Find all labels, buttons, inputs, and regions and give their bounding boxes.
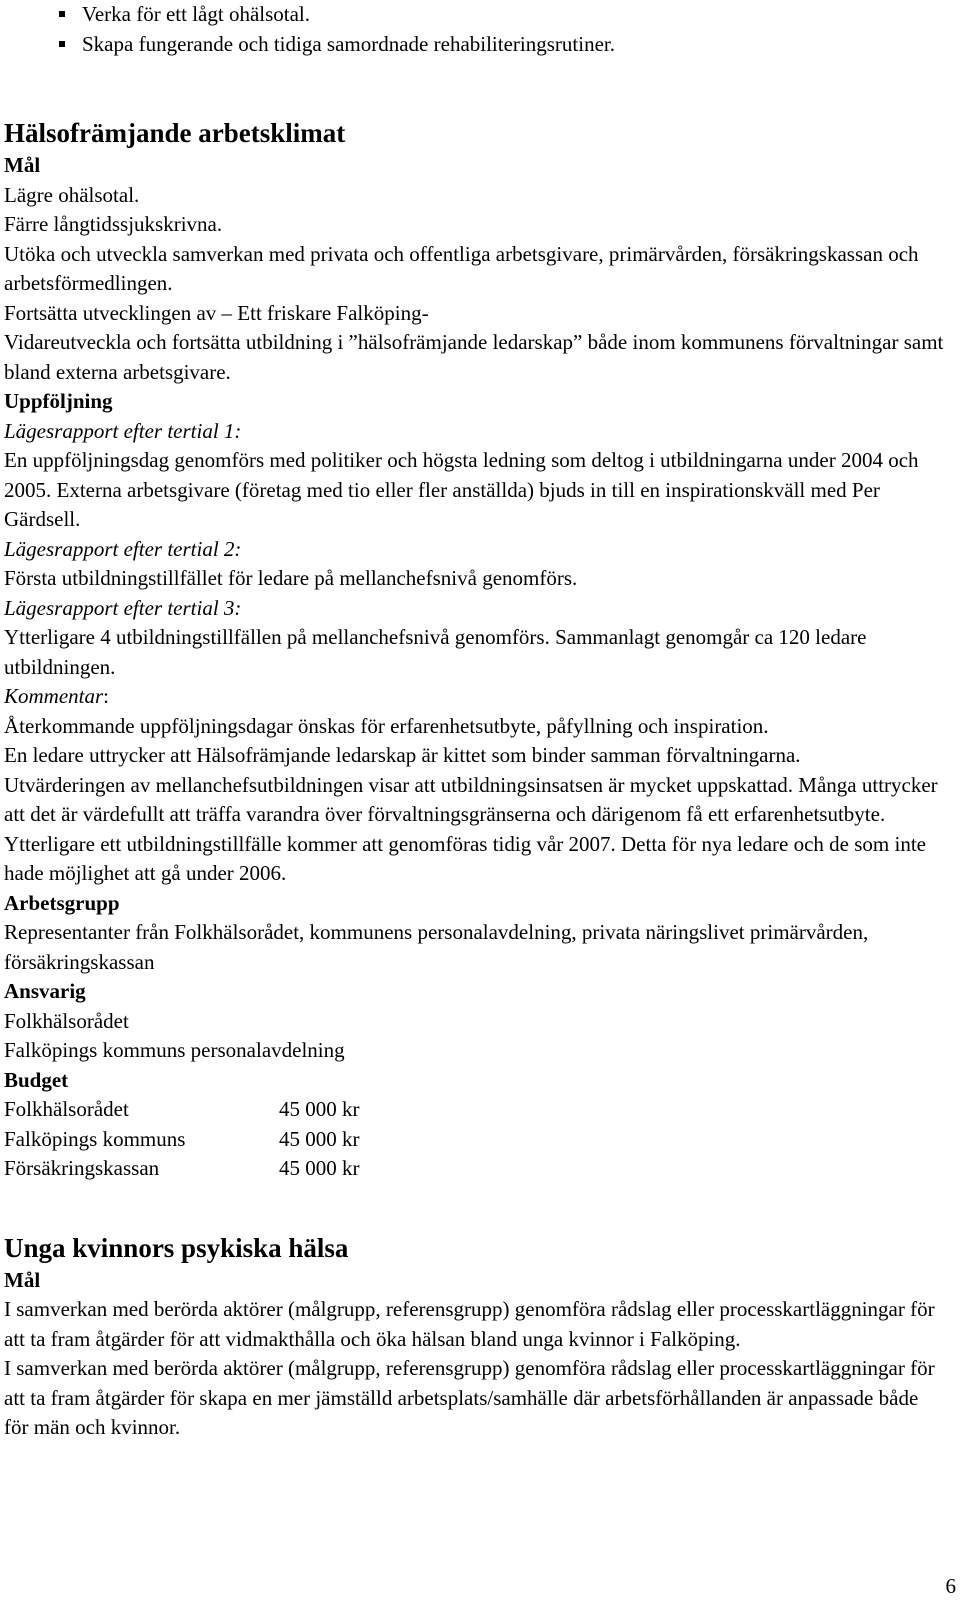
- goal-line: Fortsätta utvecklingen av – Ett friskare Falköping-: [4, 300, 429, 325]
- list-item: Verka för ett lågt ohälsotal.: [4, 0, 944, 30]
- goal-paragraph: I samverkan med berörda aktörer (målgrupp, referensgrupp) genomföra rådslag eller processkartläggningar för att ta fram åtgärder för att vidmakthålla och öka hälsan bland unga kvinnor i Falköping.: [4, 1297, 935, 1351]
- document-page: [4, 0, 944, 1443]
- comment-paragraph: Återkommande uppföljningsdagar önskas för erfarenhetsutbyte, påfyllning och inspiration.: [4, 713, 769, 738]
- comment-paragraph: En ledare uttrycker att Hälsofrämjande ledarskap är kittet som binder samman förvaltningarna.: [4, 743, 801, 767]
- section-title: Unga kvinnors psykiska hälsa: [4, 1232, 349, 1263]
- table-row: [4, 1154, 360, 1184]
- responsible-item: Folkhälsorådet: [4, 1008, 129, 1033]
- intro-bullet-list: [4, 0, 944, 59]
- comment-paragraph: Utvärderingen av mellanchefsutbildningen visar att utbildningsinsatsen är mycket uppskattad. Många uttrycker att det är värdefullt att träffa varandra över förvaltningsgränserna och därigenom få ett erfarenhetsutbyte. Ytterligare ett utbildningstillfälle kommer att genomföras tidig vår 2007. Detta för nya ledare och de som inte hade möjlighet att gå under 2006.: [4, 772, 938, 885]
- square-bullet-icon: [59, 41, 65, 47]
- workgroup-heading: Arbetsgrupp: [4, 890, 120, 915]
- goal-line: Lägre ohälsotal.: [4, 182, 140, 207]
- section-halsoframjande-arbetsklimat: [4, 115, 944, 1184]
- budget-amount: 45 000 kr: [279, 1156, 360, 1180]
- budget-table: [4, 1095, 360, 1184]
- budget-name: Falköpings kommuns: [4, 1126, 186, 1151]
- list-item: Skapa fungerande och tidiga samordnade rehabiliteringsrutiner.: [4, 30, 944, 60]
- section-unga-kvinnors-psykiska-halsa: [4, 1230, 944, 1443]
- square-bullet-icon: [59, 11, 65, 17]
- goal-line: Vidareutveckla och fortsätta utbildning i ”hälsofrämjande ledarskap” både inom kommunens förvaltningar samt bland externa arbetsgivare.: [4, 330, 944, 384]
- page-number: 6: [945, 1573, 956, 1598]
- goal-heading: Mål: [4, 153, 41, 177]
- budget-name: Folkhälsorådet: [4, 1097, 129, 1121]
- report-label: Lägesrapport efter tertial 2:: [4, 536, 242, 561]
- budget-amount: 45 000 kr: [279, 1126, 360, 1151]
- budget-name: Försäkringskassan: [4, 1156, 160, 1180]
- goal-line: Utöka och utveckla samverkan med privata och offentliga arbetsgivare, primärvården, försäkringskassan och arbetsförmedlingen.: [4, 241, 919, 295]
- budget-amount: 45 000 kr: [279, 1097, 360, 1121]
- goal-heading: Mål: [4, 1267, 41, 1292]
- report-text: En uppföljningsdag genomförs med politiker och högsta ledning som deltog i utbildningarna under 2004 och 2005. Externa arbetsgivare (företag med tio eller fler anställda) bjuds in till en inspirationskväll med Per Gärdsell.: [4, 448, 919, 531]
- responsible-item: Falköpings kommuns personalavdelning: [4, 1038, 345, 1062]
- followup-heading: Uppföljning: [4, 389, 113, 413]
- report-text: Ytterligare 4 utbildningstillfällen på mellanchefsnivå genomförs. Sammanlagt genomgår ca 120 ledare utbildningen.: [4, 625, 867, 679]
- comment-heading: Kommentar:: [4, 684, 110, 708]
- goal-line: Färre långtidssjukskrivna.: [4, 212, 223, 236]
- table-row: [4, 1095, 360, 1125]
- report-label: Lägesrapport efter tertial 3:: [4, 595, 242, 620]
- table-row: [4, 1125, 360, 1155]
- workgroup-text: Representanter från Folkhälsorådet, kommunens personalavdelning, privata näringslivet primärvården, försäkringskassan: [4, 920, 869, 974]
- report-text: Första utbildningstillfället för ledare på mellanchefsnivå genomförs.: [4, 566, 578, 590]
- report-label: Lägesrapport efter tertial 1:: [4, 418, 242, 443]
- responsible-heading: Ansvarig: [4, 979, 86, 1003]
- budget-heading: Budget: [4, 1067, 69, 1092]
- section-title: Hälsofrämjande arbetsklimat: [4, 118, 346, 148]
- goal-paragraph: I samverkan med berörda aktörer (målgrupp, referensgrupp) genomföra rådslag eller processkartläggningar för att ta fram åtgärder för skapa en mer jämställd arbetsplats/samhälle där arbetsförhållanden är anpassade både för män och kvinnor.: [4, 1356, 935, 1439]
